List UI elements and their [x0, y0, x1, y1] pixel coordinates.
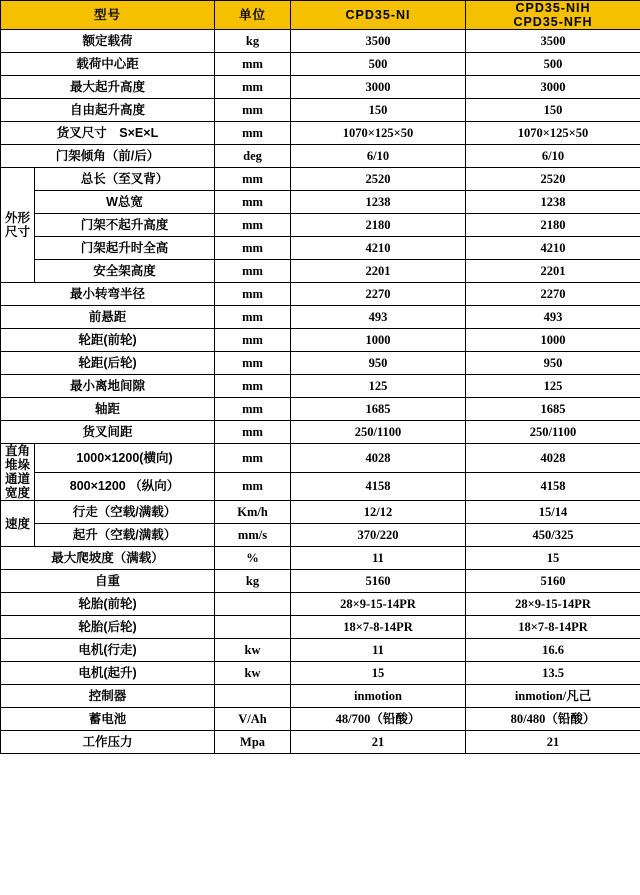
row-value-2: 2201 — [466, 260, 640, 283]
header-cpd35-nih-nfh — [466, 1, 640, 30]
row-label: 载荷中心距 — [1, 53, 215, 76]
row-unit: mm — [215, 76, 291, 99]
row-value-2: 1685 — [466, 398, 640, 421]
row-unit: mm — [215, 237, 291, 260]
table-body — [1, 30, 640, 754]
row-value-1: 11 — [291, 639, 466, 662]
row-label: 轮距(前轮) — [1, 329, 215, 352]
row-label: 行走（空载/满载） — [35, 501, 215, 524]
group-label-speed: 速度 — [1, 501, 35, 547]
table-row — [1, 352, 640, 375]
row-unit — [215, 616, 291, 639]
row-value-2: 80/480（铅酸） — [466, 708, 640, 731]
row-value-2: 2520 — [466, 168, 640, 191]
row-unit: mm — [215, 306, 291, 329]
row-value-1: 4158 — [291, 472, 466, 501]
table-row — [1, 191, 640, 214]
row-value-2: inmotion/凡己 — [466, 685, 640, 708]
table-row — [1, 53, 640, 76]
row-label: 自由起升高度 — [1, 99, 215, 122]
table-header — [1, 1, 640, 30]
row-value-1: 11 — [291, 547, 466, 570]
row-value-1: 2270 — [291, 283, 466, 306]
row-value-1: 4028 — [291, 444, 466, 473]
row-value-2: 3500 — [466, 30, 640, 53]
row-value-2: 4158 — [466, 472, 640, 501]
header-unit: 单位 — [215, 1, 291, 30]
row-value-2: 18×7-8-14PR — [466, 616, 640, 639]
row-value-1: 1685 — [291, 398, 466, 421]
row-value-2: 250/1100 — [466, 421, 640, 444]
row-unit: mm — [215, 99, 291, 122]
row-unit — [215, 685, 291, 708]
table-row — [1, 421, 640, 444]
table-row — [1, 616, 640, 639]
table-row — [1, 593, 640, 616]
table-row — [1, 731, 640, 754]
table-row — [1, 398, 640, 421]
row-value-1: 370/220 — [291, 524, 466, 547]
row-unit: kw — [215, 639, 291, 662]
table-row — [1, 685, 640, 708]
row-unit: mm — [215, 472, 291, 501]
row-value-2: 493 — [466, 306, 640, 329]
row-value-1: 4210 — [291, 237, 466, 260]
row-unit: mm — [215, 375, 291, 398]
table-row — [1, 30, 640, 53]
row-label: 安全架高度 — [35, 260, 215, 283]
row-unit: Km/h — [215, 501, 291, 524]
row-label: 轮胎(前轮) — [1, 593, 215, 616]
row-label: 门架不起升高度 — [35, 214, 215, 237]
row-unit: mm — [215, 53, 291, 76]
row-label: 工作压力 — [1, 731, 215, 754]
row-value-1: 950 — [291, 352, 466, 375]
row-label: 货叉间距 — [1, 421, 215, 444]
row-label: 轮胎(后轮) — [1, 616, 215, 639]
row-value-1: 150 — [291, 99, 466, 122]
row-value-2: 5160 — [466, 570, 640, 593]
row-unit: mm — [215, 398, 291, 421]
row-unit: mm — [215, 214, 291, 237]
header-row — [1, 1, 640, 30]
row-unit: mm — [215, 168, 291, 191]
header-model: 型号 — [1, 1, 215, 30]
table-row — [1, 444, 640, 473]
row-value-2: 500 — [466, 53, 640, 76]
row-value-2: 3000 — [466, 76, 640, 99]
row-label: 总长（至叉背） — [35, 168, 215, 191]
table-row — [1, 639, 640, 662]
table-row — [1, 283, 640, 306]
row-value-1: 1070×125×50 — [291, 122, 466, 145]
row-label: 额定载荷 — [1, 30, 215, 53]
row-label: 门架倾角（前/后） — [1, 145, 215, 168]
group-label-stacking: 直角堆垛通道宽度 — [1, 444, 35, 501]
row-value-2: 1070×125×50 — [466, 122, 640, 145]
row-unit: kw — [215, 662, 291, 685]
row-value-1: 2180 — [291, 214, 466, 237]
header-cpd35-ni: CPD35-NI — [291, 1, 466, 30]
row-value-1: 1238 — [291, 191, 466, 214]
row-value-1: 6/10 — [291, 145, 466, 168]
table-row — [1, 662, 640, 685]
row-unit: mm — [215, 329, 291, 352]
row-unit: kg — [215, 570, 291, 593]
row-value-2: 4210 — [466, 237, 640, 260]
row-value-2: 21 — [466, 731, 640, 754]
table-row — [1, 329, 640, 352]
table-row — [1, 168, 640, 191]
row-label: 最大起升高度 — [1, 76, 215, 99]
row-value-2: 28×9-15-14PR — [466, 593, 640, 616]
row-label: 1000×1200(横向) — [35, 444, 215, 473]
row-label: 800×1200 （纵向） — [35, 472, 215, 501]
table-row — [1, 570, 640, 593]
row-value-1: inmotion — [291, 685, 466, 708]
row-value-2: 950 — [466, 352, 640, 375]
row-label: 蓄电池 — [1, 708, 215, 731]
row-label: 最大爬坡度（满载） — [1, 547, 215, 570]
row-value-1: 3000 — [291, 76, 466, 99]
row-value-2: 4028 — [466, 444, 640, 473]
row-value-1: 18×7-8-14PR — [291, 616, 466, 639]
row-label: 门架起升时全高 — [35, 237, 215, 260]
row-value-2: 1000 — [466, 329, 640, 352]
table-row — [1, 472, 640, 501]
table-row — [1, 237, 640, 260]
row-value-2: 150 — [466, 99, 640, 122]
row-value-1: 125 — [291, 375, 466, 398]
table-row — [1, 306, 640, 329]
row-unit: mm — [215, 444, 291, 473]
table-row — [1, 524, 640, 547]
row-value-2: 2180 — [466, 214, 640, 237]
row-label: 轮距(后轮) — [1, 352, 215, 375]
row-label: 货叉尺寸 S×E×L — [1, 122, 215, 145]
group-label-dimensions: 外形尺寸 — [1, 168, 35, 283]
row-value-1: 2201 — [291, 260, 466, 283]
row-value-1: 250/1100 — [291, 421, 466, 444]
table-row — [1, 547, 640, 570]
row-unit: % — [215, 547, 291, 570]
row-value-2: 13.5 — [466, 662, 640, 685]
row-unit: V/Ah — [215, 708, 291, 731]
row-unit: mm — [215, 352, 291, 375]
row-unit: mm — [215, 260, 291, 283]
row-value-2: 1238 — [466, 191, 640, 214]
table-row — [1, 260, 640, 283]
row-value-2: 6/10 — [466, 145, 640, 168]
table-row — [1, 145, 640, 168]
row-value-1: 5160 — [291, 570, 466, 593]
table-row — [1, 99, 640, 122]
row-value-1: 28×9-15-14PR — [291, 593, 466, 616]
table-row — [1, 501, 640, 524]
row-value-1: 493 — [291, 306, 466, 329]
row-label: 起升（空载/满载） — [35, 524, 215, 547]
row-label: 轴距 — [1, 398, 215, 421]
table-row — [1, 122, 640, 145]
row-unit: deg — [215, 145, 291, 168]
row-unit: mm — [215, 191, 291, 214]
row-label: 最小转弯半径 — [1, 283, 215, 306]
row-label: 前悬距 — [1, 306, 215, 329]
row-value-1: 1000 — [291, 329, 466, 352]
row-value-1: 12/12 — [291, 501, 466, 524]
row-value-1: 2520 — [291, 168, 466, 191]
row-value-2: 125 — [466, 375, 640, 398]
header-cpd35-nih: CPD35-NIH — [515, 1, 591, 15]
row-unit: mm — [215, 283, 291, 306]
row-label: 电机(起升) — [1, 662, 215, 685]
header-cpd35-nfh: CPD35-NFH — [513, 15, 593, 29]
row-value-1: 48/700（铅酸） — [291, 708, 466, 731]
row-value-2: 16.6 — [466, 639, 640, 662]
table-row — [1, 76, 640, 99]
row-label: 最小离地间隙 — [1, 375, 215, 398]
row-label: W总宽 — [35, 191, 215, 214]
row-label: 电机(行走) — [1, 639, 215, 662]
row-value-2: 450/325 — [466, 524, 640, 547]
table-row — [1, 708, 640, 731]
row-value-2: 15 — [466, 547, 640, 570]
row-unit: mm — [215, 122, 291, 145]
table-row — [1, 375, 640, 398]
row-unit: mm — [215, 421, 291, 444]
table-row — [1, 214, 640, 237]
row-value-1: 3500 — [291, 30, 466, 53]
row-value-2: 2270 — [466, 283, 640, 306]
row-unit: mm/s — [215, 524, 291, 547]
row-unit: Mpa — [215, 731, 291, 754]
row-unit: kg — [215, 30, 291, 53]
row-label: 控制器 — [1, 685, 215, 708]
row-value-1: 500 — [291, 53, 466, 76]
row-value-2: 15/14 — [466, 501, 640, 524]
row-value-1: 21 — [291, 731, 466, 754]
row-unit — [215, 593, 291, 616]
row-value-1: 15 — [291, 662, 466, 685]
row-label: 自重 — [1, 570, 215, 593]
